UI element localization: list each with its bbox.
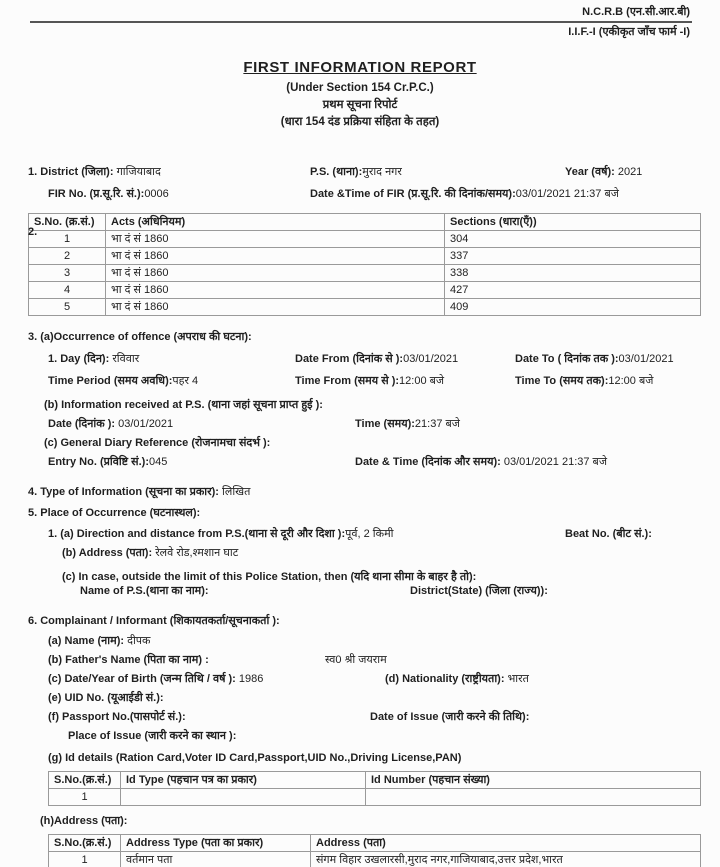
outside-limit-row — [0, 584, 720, 598]
id-header-number: Id Number (पहचान संख्या) — [366, 772, 701, 789]
section5-heading: 5. Place of Occurrence (घटनास्थल): — [28, 507, 201, 519]
complainant-name-row — [0, 634, 720, 648]
table-row — [49, 789, 701, 806]
nationality-value: भारत — [507, 673, 529, 685]
section2 — [0, 213, 720, 316]
time-to-field — [515, 374, 653, 388]
cell-section: 337 — [445, 248, 701, 265]
direction-value: पूर्व, 2 किमी — [345, 528, 394, 540]
father-name-row — [0, 653, 720, 667]
ncrb-header-line: N.C.R.B (एन.सी.आर.बी) — [582, 6, 690, 18]
table-row — [29, 231, 701, 248]
addr-header-address: Address (पता) — [311, 835, 701, 852]
fir-no-value: 0006 — [144, 188, 169, 200]
beat-no-label: Beat No. (बीट सं.): — [565, 528, 652, 540]
entry-no-label: Entry No. (प्रविष्टि सं.): — [48, 456, 149, 468]
occurrence-day-row — [0, 352, 720, 366]
date-from-value: 03/01/2021 — [403, 353, 459, 365]
year-field — [565, 165, 642, 179]
cell-sno: 5 — [29, 299, 106, 316]
cell-sno: 4 — [29, 282, 106, 299]
section1-row1 — [0, 165, 720, 179]
cell-sno: 1 — [49, 852, 121, 867]
page-title: FIRST INFORMATION REPORT — [243, 59, 477, 76]
cell-section: 409 — [445, 299, 701, 316]
cell-sno: 2 — [29, 248, 106, 265]
received-date-label: Date (दिनांक ): — [48, 418, 116, 430]
complainant-address-table — [48, 834, 701, 867]
section4-row — [0, 485, 720, 499]
cell-address: संगम विहार उखलारसी,मुराद नगर,गाजियाबाद,उत्तर प्रदेश,भारत — [311, 852, 701, 867]
ps-name-field — [80, 584, 410, 598]
issue-date-field — [370, 710, 529, 724]
acts-header-act: Acts (अधिनियम) — [106, 214, 445, 231]
section3-heading: 3. (a)Occurrence of offence (अपराध की घटना): — [28, 331, 252, 343]
cell-id-number — [366, 789, 701, 806]
id-details-heading: (g) Id details (Ration Card,Voter ID Card,Passport,UID No.,Driving License,PAN) — [48, 752, 462, 764]
table-row — [29, 248, 701, 265]
date-from-field — [295, 352, 515, 366]
addr-header-sno: S.No.(क्र.सं.) — [49, 835, 121, 852]
entry-no-value: 045 — [148, 456, 168, 468]
section1-row2 — [0, 187, 720, 201]
id-header-sno: S.No.(क्र.सं.) — [49, 772, 121, 789]
passport-label: (f) Passport No.(पासपोर्ट सं.): — [48, 711, 186, 723]
table-row — [29, 282, 701, 299]
cell-section: 304 — [445, 231, 701, 248]
id-header-type: Id Type (पहचान पत्र का प्रकार) — [121, 772, 366, 789]
acts-header-sections: Sections (धारा(एँ)) — [445, 214, 701, 231]
cell-act: भा दं सं 1860 — [106, 265, 445, 282]
received-date-value: 03/01/2021 — [118, 418, 174, 430]
occurrence-address-value: रेलवे रोड,श्मशान घाट — [155, 547, 239, 559]
uid-row — [0, 691, 720, 705]
direction-row — [0, 527, 720, 541]
day-value: रविवार — [112, 353, 140, 365]
beat-no-field — [565, 527, 652, 541]
info-type-label: 4. Type of Information (सूचना का प्रकार): — [28, 486, 219, 498]
district-label: 1. District (जिला): — [28, 166, 114, 178]
issue-place-row — [0, 729, 720, 743]
nationality-label: (d) Nationality (राष्ट्रीयता): — [385, 673, 505, 685]
district-value: गाजियाबाद — [116, 166, 161, 178]
addr-header-type: Address Type (पता का प्रकार) — [121, 835, 311, 852]
day-field — [48, 352, 295, 366]
table-header-row — [49, 835, 701, 852]
section6-heading: 6. Complainant / Informant (शिकायतकर्ता/सूचनाकर्ता ): — [28, 615, 280, 627]
date-to-value: 03/01/2021 — [618, 353, 674, 365]
issue-date-label: Date of Issue (जारी करने की तिथि): — [370, 711, 530, 723]
issue-place-label: Place of Issue (जारी करने का स्थान ): — [68, 730, 237, 742]
nationality-field — [385, 672, 529, 686]
cell-sno: 1 — [29, 231, 106, 248]
cell-sno: 3 — [29, 265, 106, 282]
table-row — [49, 852, 701, 867]
district-field — [28, 165, 310, 179]
district-state-label: District(State) (जिला (राज्य)): — [410, 585, 548, 597]
table-row — [29, 299, 701, 316]
time-to-value: 12:00 बजे — [608, 375, 654, 387]
passport-row — [0, 710, 720, 724]
fir-datetime-label: Date &Time of FIR (प्र.सू.रि. की दिनांक/समय): — [310, 188, 516, 200]
cell-act: भा दं सं 1860 — [106, 299, 445, 316]
cell-act: भा दं सं 1860 — [106, 282, 445, 299]
complainant-name-value: दीपक — [127, 635, 151, 647]
cell-section: 338 — [445, 265, 701, 282]
occurrence-address-label: (b) Address (पता): — [62, 547, 153, 559]
received-time-value: 21:37 बजे — [414, 418, 460, 430]
year-label: Year (वर्ष): — [565, 166, 615, 178]
time-from-label: Time From (समय से ): — [295, 375, 400, 387]
address-row — [0, 546, 720, 560]
info-received-heading: (b) Information received at P.S. (थाना जहां सूचना प्राप्त हुई ): — [44, 399, 323, 411]
gd-reference-heading: (c) General Diary Reference (रोजनामचा संदर्भ ): — [44, 437, 271, 449]
title-subtitle-hindi: प्रथम सूचना रिपोर्ट — [322, 99, 398, 111]
gd-datetime-value: 03/01/2021 21:37 बजे — [503, 456, 607, 468]
fir-datetime-value: 03/01/2021 21:37 बजे — [515, 188, 619, 200]
ps-name-label: Name of P.S.(थाना का नाम): — [80, 585, 209, 597]
fir-no-label: FIR No. (प्र.सू.रि. सं.): — [48, 188, 145, 200]
date-to-label: Date To ( दिनांक तक ): — [515, 353, 619, 365]
table-row — [29, 265, 701, 282]
acts-header-sno: S.No. (क्र.सं.) — [29, 214, 106, 231]
received-time-label: Time (समय): — [355, 418, 415, 430]
time-from-value: 12:00 बजे — [399, 375, 445, 387]
title-block — [0, 61, 720, 129]
iif-header-line: I.I.F.-I (एकीकृत जाँच फार्म -I) — [568, 26, 690, 38]
occurrence-time-row — [0, 374, 720, 388]
dob-value: 1986 — [238, 673, 264, 685]
time-period-field — [48, 374, 295, 388]
received-date-field — [48, 417, 355, 431]
section2-number: 2. — [28, 226, 38, 238]
dob-row — [0, 672, 720, 686]
time-to-label: Time To (समय तक): — [515, 375, 609, 387]
uid-label: (e) UID No. (यूआईडी सं.): — [48, 692, 164, 704]
address-section-heading: (h)Address (पता): — [40, 815, 128, 827]
title-subtitle-hindi2: (धारा 154 दंड प्रक्रिया संहिता के तहत) — [280, 116, 440, 128]
outside-limit-heading: (c) In case, outside the limit of this Police Station, then (यदि थाना सीमा के बाहर है तो): — [62, 571, 477, 583]
father-name-label: (b) Father's Name (पिता का नाम) : — [48, 654, 209, 666]
gd-datetime-label: Date & Time (दिनांक और समय): — [355, 456, 501, 468]
cell-id-type — [121, 789, 366, 806]
title-subtitle-en: (Under Section 154 Cr.P.C.) — [286, 82, 434, 94]
acts-sections-table — [28, 213, 701, 316]
day-label: 1. Day (दिन): — [48, 353, 110, 365]
gd-reference-row — [0, 455, 720, 469]
complainant-name-label: (a) Name (नाम): — [48, 635, 125, 647]
time-from-field — [295, 374, 515, 388]
date-to-field — [515, 352, 674, 366]
table-header-row — [49, 772, 701, 789]
info-type-value: लिखित — [222, 486, 251, 498]
gd-datetime-field — [355, 455, 607, 469]
id-details-table — [48, 771, 701, 806]
father-name-value: स्व0 श्री जयराम — [325, 654, 387, 666]
fir-no-field — [28, 187, 310, 201]
entry-no-field — [48, 455, 355, 469]
date-from-label: Date From (दिनांक से ): — [295, 353, 404, 365]
ps-label: P.S. (थाना): — [310, 166, 363, 178]
fir-datetime-field — [310, 187, 619, 201]
cell-act: भा दं सं 1860 — [106, 248, 445, 265]
info-received-row — [0, 417, 720, 431]
direction-field — [48, 527, 565, 541]
district-state-field — [410, 584, 548, 598]
cell-sno: 1 — [49, 789, 121, 806]
direction-label: 1. (a) Direction and distance from P.S.(थाना से दूरी और दिशा ): — [48, 528, 346, 540]
cell-act: भा दं सं 1860 — [106, 231, 445, 248]
table-header-row — [29, 214, 701, 231]
received-time-field — [355, 417, 460, 431]
ps-value: मुराद नगर — [362, 166, 402, 178]
ps-field — [310, 165, 565, 179]
dob-label: (c) Date/Year of Birth (जन्म तिथि / वर्ष ): — [48, 673, 236, 685]
time-period-value: पहर 4 — [172, 375, 199, 387]
cell-address-type: वर्तमान पता — [121, 852, 311, 867]
time-period-label: Time Period (समय अवधि): — [48, 375, 173, 387]
cell-section: 427 — [445, 282, 701, 299]
year-value: 2021 — [617, 166, 643, 178]
